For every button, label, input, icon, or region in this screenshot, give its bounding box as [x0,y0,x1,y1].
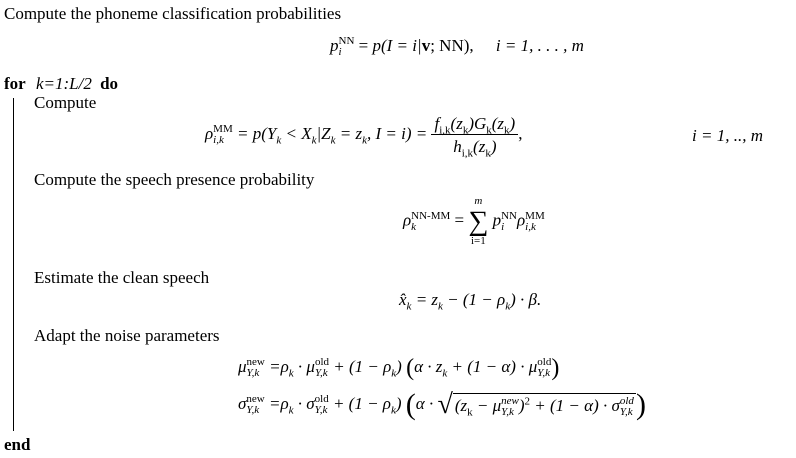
eq6-alpha: α · [415,393,434,413]
eq2-num-close: ) [509,114,516,133]
eq2-middle5: , I = i) = [366,123,428,143]
eq3-p: p [492,210,502,230]
equation-noise-std [238,390,646,420]
eq2-lhs-sub: i,k [213,134,224,146]
eq5-inner-a: α · z [414,356,443,376]
eq5-plus-sub: k [391,367,397,380]
eq5-inner-a-sub: k [442,367,448,380]
eq2-num-tail-k: k [504,124,510,137]
eq6-close: ) [395,393,402,413]
eq6-left-paren: ( [405,388,416,421]
eq5-right-paren: ) [551,355,560,381]
eq6-sqrt-body [453,393,636,418]
eq2-num-mid: (z [450,114,463,133]
eq6-sq-new-sub: Y,k [501,405,514,418]
eq6-lhs-sup: new [246,393,265,405]
eq6-sq-b: − μ [472,395,502,415]
eq6-dot: · σ [293,393,315,413]
eq2-middle: = p(Y [236,123,277,143]
eq6-sq-a-sub: k [467,405,473,418]
eq6-old-sup: old [314,393,329,405]
eq6-sq-new-sup: new [501,394,519,407]
eq6-eq: =ρ [268,393,289,413]
for-keyword: for [4,74,26,93]
eq5-inner-old-sub: Y,k [537,367,551,379]
eq2-num-mid-k: k [462,124,469,137]
eq1-lhs-sub: i [338,46,342,58]
adapt-noise-text: Adapt the noise parameters [34,326,220,345]
eq3-lhs-sup: NN-MM [411,209,451,222]
eq3-rho-sup: MM [525,209,545,222]
for-loop-header [4,75,118,92]
loop-range: k=1:L/2 [35,74,92,93]
eq2-num-g: )G [468,114,487,133]
eq6-sq-c: ) [518,395,525,415]
eq6-tail-sup: old [619,394,634,407]
eq3-sum-top: m [474,195,483,207]
eq6-plus-sub: k [390,404,396,417]
eq2-range: i = 1, .., m [692,126,763,145]
sum-icon: ∑ [468,206,489,237]
equation-noise-mean [238,356,559,380]
eq2-middle-k: k [276,134,282,147]
eq6-eq-sub: k [288,404,294,417]
eq2-fraction [431,114,518,160]
eq1-rhs-bold: v [421,35,431,55]
eq2-num-sub: i,k [439,124,451,137]
eq5-old-sub: Y,k [314,367,328,379]
eq2-middle2: < X [281,123,312,143]
eq4-lhs-sub: k [406,300,412,313]
eq3-lhs-sub: k [411,220,417,233]
eq1-rhs-tail: ; NN), [430,35,474,55]
eq5-inner-b: + (1 − α) · μ [447,356,538,376]
eq5-lhs-sup: new [246,356,265,368]
eq2-middle2-k: k [311,134,317,147]
eq1-lhs: p [330,35,339,55]
eq2-middle4: = z [335,123,363,143]
eq5-inner-old-sup: old [537,356,552,368]
eq5-dot: · μ [293,356,315,376]
eq2-num-tail-z: (z [491,114,505,133]
eq2-comma: , [518,123,523,143]
eq2-den-mid-k: k [485,147,491,160]
eq6-right-paren: ) [635,388,646,421]
compute-phoneme-text: Compute the phoneme classification probabilities [4,4,342,23]
eq1-range: i = 1, . . . , m [495,35,584,55]
eq2-denominator [431,135,518,160]
eq5-lhs: μ [238,356,247,376]
eq2-den-h: h [453,137,462,156]
compute-speech-presence-text: Compute the speech presence probability [34,170,315,189]
eq2-numerator [431,115,518,135]
eq4-eq-sub: k [438,300,443,313]
eq5-eq: =ρ [269,356,289,376]
eq3-sum-bottom: i=1 [470,235,486,248]
eq1-rhs: p(I = i| [372,35,422,55]
eq5-old-sup: old [314,356,330,368]
compute-label: Compute [34,93,97,112]
equation-phoneme-prob [330,36,584,58]
eq1-eq: = [358,35,369,55]
eq2-lhs-sup: MM [213,123,233,135]
eq6-tail: + (1 − α) · σ [530,395,620,415]
sqrt-icon: √ [437,389,453,420]
do-keyword: do [100,74,119,93]
eq2-den-sub: i,k [461,147,474,160]
eq2-num-g-k: k [486,124,492,137]
eq4-eq: = z [415,290,439,309]
eq2-den-close: ) [490,137,497,156]
eq4-tail-sub: k [505,300,511,313]
equation-speech-presence [403,196,545,247]
eq6-tail-sub: Y,k [619,405,633,418]
eq5-eq-sub: k [288,367,294,380]
end-keyword: end [4,435,31,454]
eq2-den-mid: (z [473,137,486,156]
eq2-num-f: f [434,114,440,133]
eq4-lhs: x̂ [399,290,407,309]
loop-body-rule [13,98,14,431]
eq5-left-paren: ( [406,355,415,381]
eq6-lhs: σ [238,393,247,413]
eq4-tail: − (1 − ρ [442,290,506,309]
eq3-p-sub: i [501,220,505,233]
eq3-rho: ρ [517,210,526,230]
eq3-lhs: ρ [403,210,412,230]
estimate-clean-text: Estimate the clean speech [34,268,210,287]
eq3-sum [468,196,488,247]
eq2-middle3: |Z [316,123,331,143]
eq3-p-sup: NN [501,209,517,222]
eq5-plus: + (1 − ρ [329,356,392,376]
eq6-sq-pow: 2 [524,394,531,407]
eq1-lhs-sup: NN [338,35,355,47]
eq5-close: ) [396,356,402,376]
eq3-eq: = [454,210,465,230]
eq5-lhs-sub: Y,k [246,367,260,379]
eq6-lhs-sub: Y,k [246,404,260,416]
eq4-end: ) · β. [510,290,542,309]
eq6-sq-a: (z [454,395,468,415]
equation-clean-speech [399,290,542,313]
eq3-rho-sub: i,k [525,220,536,233]
eq6-plus: + (1 − ρ [328,393,391,413]
eq2-middle4-k: k [362,134,367,147]
equation-mm-prob [205,114,523,160]
eq2-lhs: ρ [205,123,214,143]
eq2-middle3-k: k [330,134,336,147]
eq6-old-sub: Y,k [314,404,328,416]
